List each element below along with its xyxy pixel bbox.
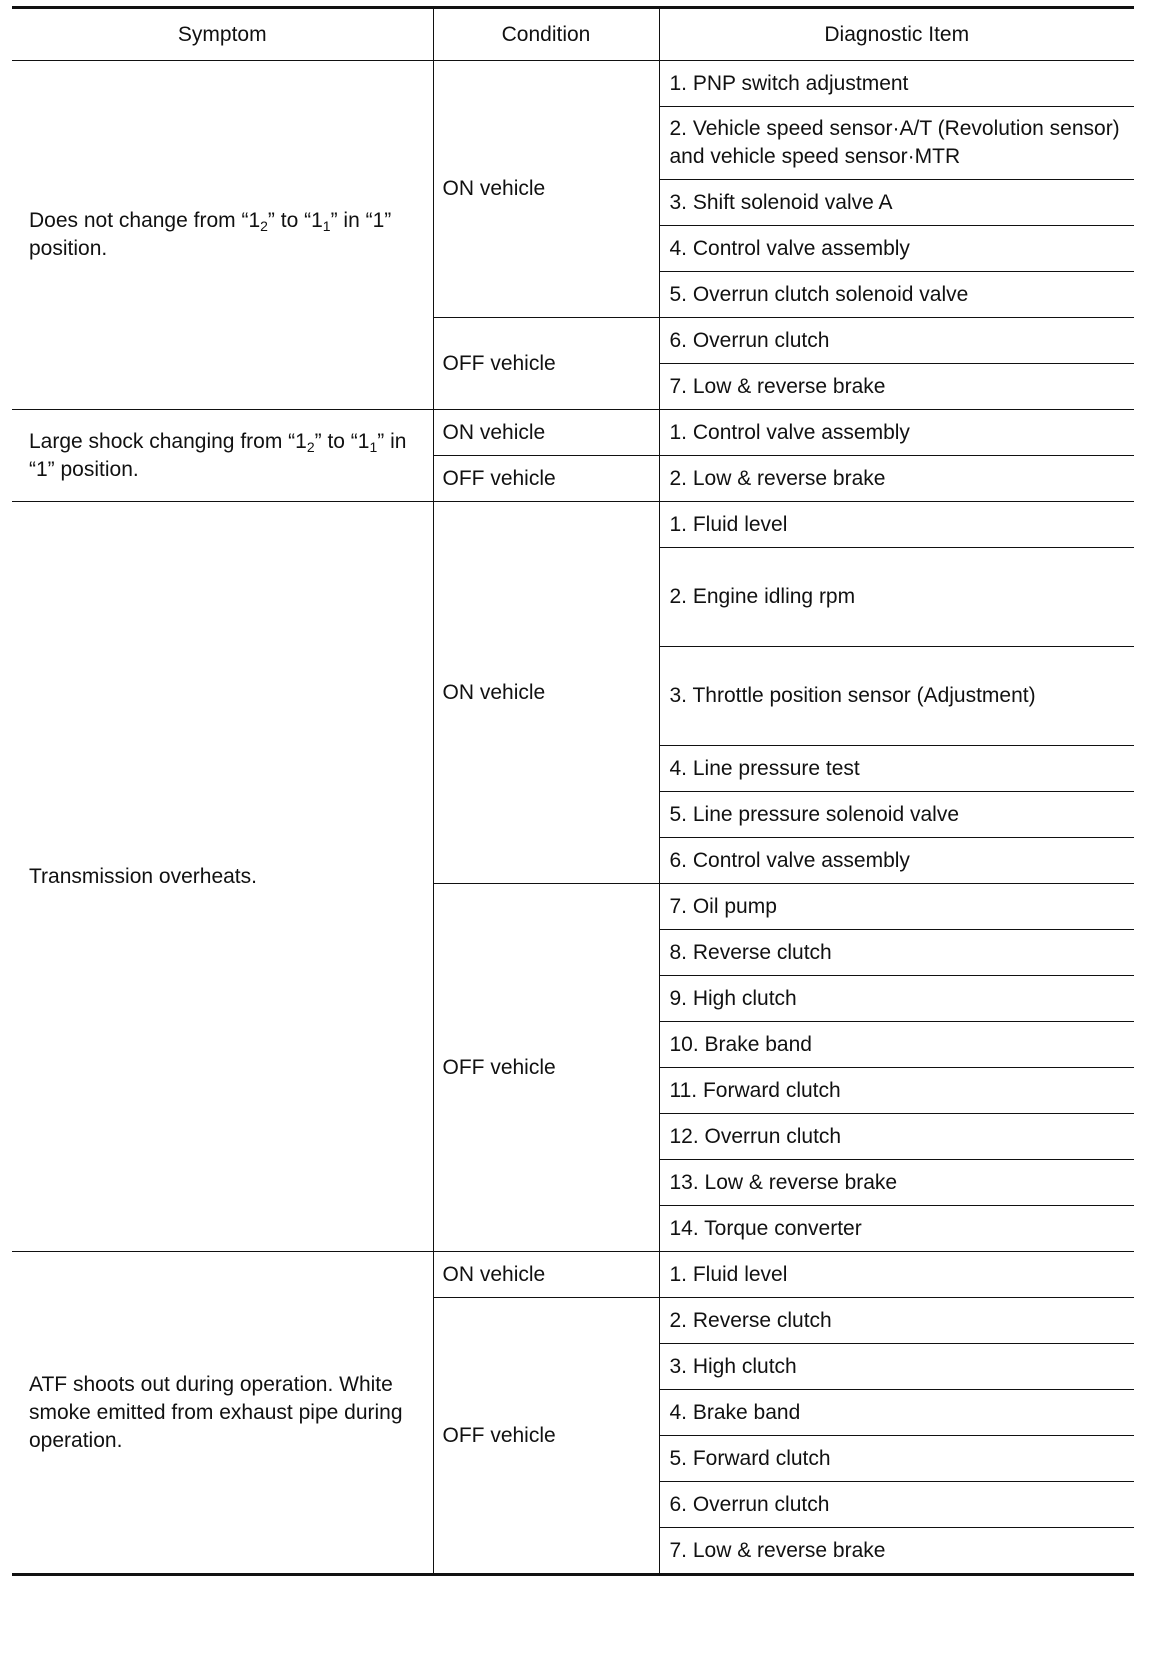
diagnostic-item: 8. Reverse clutch — [659, 930, 1134, 976]
symptom-cell: Transmission overheats. — [12, 502, 433, 1252]
diagnostic-item: 10. Brake band — [659, 1022, 1134, 1068]
diagnostic-item: 1. Control valve assembly — [659, 410, 1134, 456]
header-diagnostic-item: Diagnostic Item — [659, 8, 1134, 61]
diagnostic-item: 6. Overrun clutch — [659, 318, 1134, 364]
diagnostic-item: 7. Low & reverse brake — [659, 1528, 1134, 1575]
diagnostic-item: 2. Engine idling rpm — [659, 548, 1134, 647]
symptom-cell: Does not change from “$1_2$” to “$1_1$” in “1” position. — [12, 61, 433, 410]
diagnostic-item: 11. Forward clutch — [659, 1068, 1134, 1114]
diagnostic-item: 2. Vehicle speed sensor·A/T (Revolution sensor) and vehicle speed sensor·MTR — [659, 107, 1134, 180]
diagnostic-item: 2. Reverse clutch — [659, 1298, 1134, 1344]
header-row — [12, 8, 1134, 61]
header-condition: Condition — [433, 8, 659, 61]
diagnostic-item: 9. High clutch — [659, 976, 1134, 1022]
diagnostic-item: 1. PNP switch adjustment — [659, 61, 1134, 107]
condition-cell: OFF vehicle — [433, 456, 659, 502]
condition-cell: OFF vehicle — [433, 1298, 659, 1575]
symptom-cell: Large shock changing from “$1_2$” to “$1_1$” in “1” position. — [12, 410, 433, 502]
diagnostic-item: 5. Overrun clutch solenoid valve — [659, 272, 1134, 318]
diagnostic-item: 13. Low & reverse brake — [659, 1160, 1134, 1206]
table-row — [12, 502, 1134, 548]
condition-cell: OFF vehicle — [433, 884, 659, 1252]
diagnostic-item: 2. Low & reverse brake — [659, 456, 1134, 502]
diagnostic-item: 4. Brake band — [659, 1390, 1134, 1436]
condition-cell: ON vehicle — [433, 502, 659, 884]
diagnostic-item: 5. Forward clutch — [659, 1436, 1134, 1482]
diagnostic-item: 4. Control valve assembly — [659, 226, 1134, 272]
diagnostic-item: 6. Overrun clutch — [659, 1482, 1134, 1528]
diagnostic-item: 3. Throttle position sensor (Adjustment) — [659, 647, 1134, 746]
table-row — [12, 61, 1134, 107]
condition-cell: OFF vehicle — [433, 318, 659, 410]
diagnostic-item: 7. Low & reverse brake — [659, 364, 1134, 410]
diagnostic-item: 7. Oil pump — [659, 884, 1134, 930]
diagnostic-item: 3. High clutch — [659, 1344, 1134, 1390]
diagnostic-item: 6. Control valve assembly — [659, 838, 1134, 884]
condition-cell: ON vehicle — [433, 61, 659, 318]
diagnostic-item: 1. Fluid level — [659, 502, 1134, 548]
condition-cell: ON vehicle — [433, 410, 659, 456]
diagnostic-item: 14. Torque converter — [659, 1206, 1134, 1252]
condition-cell: ON vehicle — [433, 1252, 659, 1298]
symptom-cell: ATF shoots out during operation. White smoke emitted from exhaust pipe during operation. — [12, 1252, 433, 1575]
diagnostic-item: 5. Line pressure solenoid valve — [659, 792, 1134, 838]
diagnostic-item: 1. Fluid level — [659, 1252, 1134, 1298]
diagnostic-item: 3. Shift solenoid valve A — [659, 180, 1134, 226]
diagnostic-item: 12. Overrun clutch — [659, 1114, 1134, 1160]
table-row — [12, 410, 1134, 456]
header-symptom: Symptom — [12, 8, 433, 61]
table-row — [12, 1252, 1134, 1298]
diagnostic-item: 4. Line pressure test — [659, 746, 1134, 792]
diagnostic-table — [12, 6, 1134, 1576]
